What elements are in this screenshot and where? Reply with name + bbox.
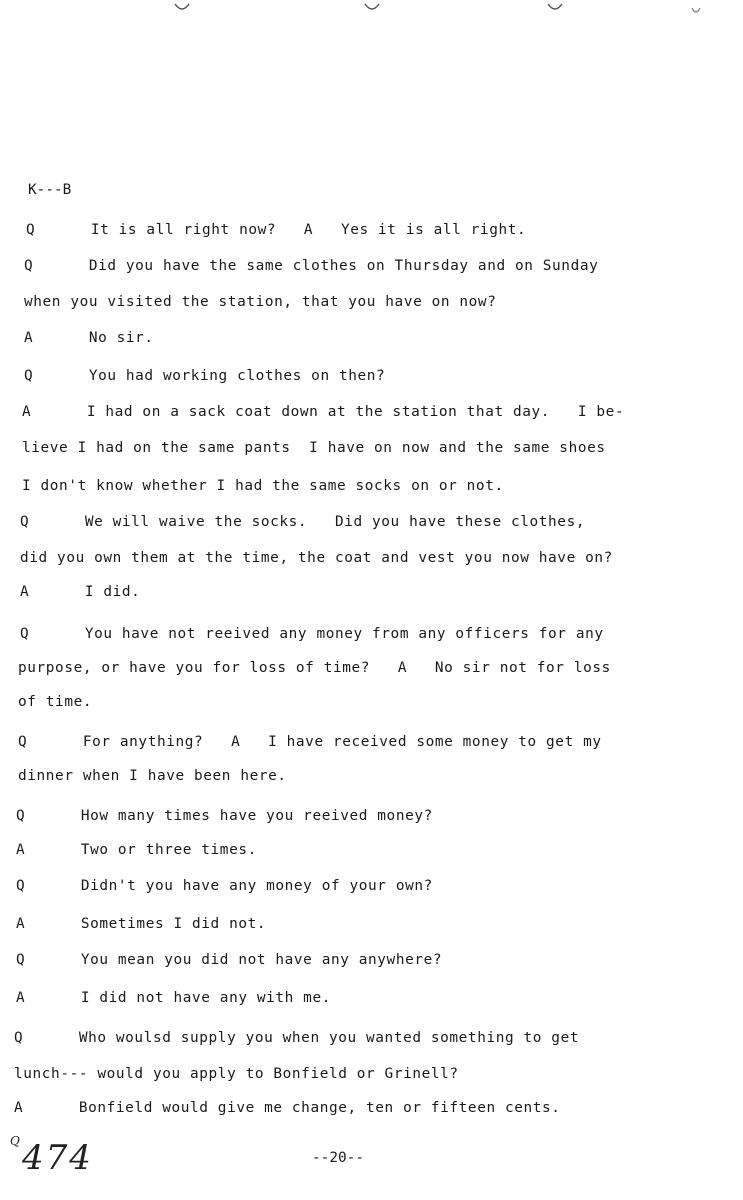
transcript-line: did you own them at the time, the coat and vest you now have on? (20, 550, 613, 566)
transcript-line: A Sometimes I did not. (16, 916, 267, 932)
transcript-line: Q You mean you did not have any anywhere? (16, 952, 443, 968)
transcript-line: when you visited the station, that you have on now? (24, 294, 497, 310)
transcript-line: purpose, or have you for loss of time? A No sir not for loss (18, 660, 611, 676)
punch-mark-1 (172, 0, 192, 14)
punch-mark-4 (686, 0, 706, 14)
transcript-line: A I had on a sack coat down at the station that day. I be- (22, 404, 625, 420)
transcript-line: of time. (18, 694, 93, 710)
transcript-line: Q You have not reeived any money from any officers for any (20, 626, 604, 642)
exhibit-prefix: Q (10, 1134, 20, 1148)
transcript-line: lieve I had on the same pants I have on now and the same shoes (22, 440, 606, 456)
exhibit-handwritten-number (10, 1134, 120, 1180)
transcript-line: Q Did you have the same clothes on Thursday and on Sunday (24, 258, 599, 274)
transcript-line: A I did not have any with me. (16, 990, 331, 1006)
transcript-line: lunch--- would you apply to Bonfield or Grinell? (14, 1066, 459, 1082)
transcript-line: A I did. (20, 584, 141, 600)
transcript-line: Q For anything? A I have received some money to get my (18, 734, 602, 750)
transcript-line: A Two or three times. (16, 842, 257, 858)
transcript-line: A No sir. (24, 330, 154, 346)
transcript-line: Q Who woulsd supply you when you wanted something to get (14, 1030, 580, 1046)
transcript-line: I don't know whether I had the same socks on or not. (22, 478, 504, 494)
transcript-line: Q It is all right now? A Yes it is all right. (26, 222, 527, 238)
transcript-line: Q You had working clothes on then? (24, 368, 386, 384)
transcript-line: A Bonfield would give me change, ten or fifteen cents. (14, 1100, 561, 1116)
punch-mark-3 (545, 0, 565, 14)
document-id: K---B (28, 182, 72, 198)
transcript-line: Q How many times have you reeived money? (16, 808, 433, 824)
transcript-line: Q We will waive the socks. Did you have these clothes, (20, 514, 586, 530)
exhibit-number: 474 (22, 1138, 93, 1178)
transcript-line: dinner when I have been here. (18, 768, 287, 784)
page-number: --20-- (312, 1150, 364, 1166)
punch-mark-2 (362, 0, 382, 14)
transcript-line: Q Didn't you have any money of your own? (16, 878, 433, 894)
